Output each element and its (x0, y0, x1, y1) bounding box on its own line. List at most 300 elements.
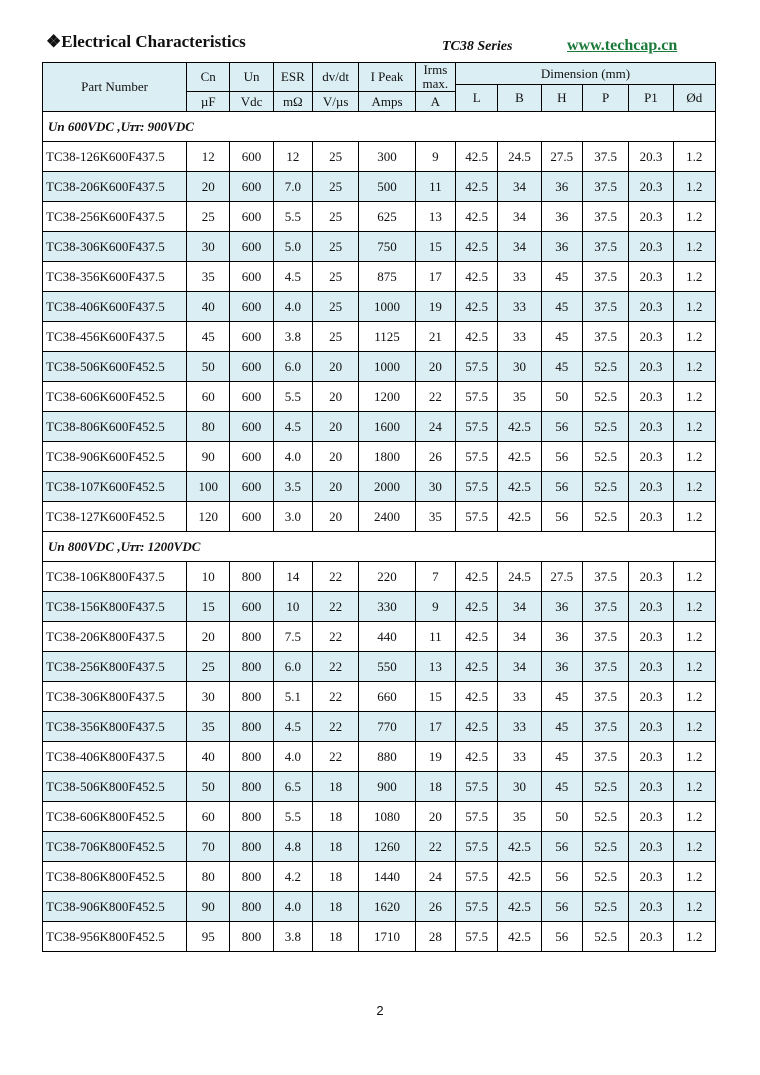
table-cell: 42.5 (456, 652, 498, 682)
table-row (43, 742, 716, 772)
table-cell: 20.3 (629, 442, 673, 472)
table-cell: 100 (187, 472, 230, 502)
table-cell: 42.5 (498, 412, 541, 442)
table-row (43, 832, 716, 862)
table-cell: 19 (415, 292, 455, 322)
table-cell: 600 (230, 592, 273, 622)
table-cell: 3.5 (273, 472, 312, 502)
part-number-cell: TC38-156K800F437.5 (43, 592, 187, 622)
table-cell: 1710 (359, 922, 415, 952)
header-esr: ESR (273, 63, 312, 92)
table-cell: 600 (230, 472, 273, 502)
table-cell: 1.2 (673, 712, 715, 742)
part-number-cell: TC38-706K800F452.5 (43, 832, 187, 862)
unit-un: Vdc (230, 92, 273, 112)
table-cell: 18 (312, 802, 358, 832)
table-cell: 600 (230, 232, 273, 262)
table-cell: 30 (187, 682, 230, 712)
header-dimension: Dimension (mm) (456, 63, 716, 85)
table-cell: 10 (187, 562, 230, 592)
table-cell: 20.3 (629, 472, 673, 502)
table-cell: 1.2 (673, 172, 715, 202)
table-cell: 37.5 (582, 592, 628, 622)
header-p1: P1 (629, 85, 673, 112)
part-number-cell: TC38-106K800F437.5 (43, 562, 187, 592)
table-cell: 800 (230, 682, 273, 712)
table-cell: 1.2 (673, 892, 715, 922)
table-cell: 60 (187, 382, 230, 412)
table-cell: 7.0 (273, 172, 312, 202)
table-cell: 37.5 (582, 742, 628, 772)
table-cell: 1.2 (673, 292, 715, 322)
table-cell: 45 (541, 742, 582, 772)
table-cell: 7 (415, 562, 455, 592)
table-cell: 4.0 (273, 292, 312, 322)
table-cell: 57.5 (456, 442, 498, 472)
table-cell: 4.5 (273, 262, 312, 292)
table-cell: 5.5 (273, 802, 312, 832)
table-cell: 500 (359, 172, 415, 202)
table-cell: 45 (541, 262, 582, 292)
part-number-cell: TC38-506K800F452.5 (43, 772, 187, 802)
table-cell: 1.2 (673, 802, 715, 832)
table-cell: 42.5 (498, 862, 541, 892)
table-cell: 42.5 (456, 622, 498, 652)
table-cell: 600 (230, 202, 273, 232)
table-cell: 52.5 (582, 922, 628, 952)
unit-irms: A (415, 92, 455, 112)
table-cell: 56 (541, 502, 582, 532)
header-irms: Irms max. (415, 63, 455, 92)
table-cell: 1.2 (673, 922, 715, 952)
table-cell: 20.3 (629, 652, 673, 682)
table-cell: 120 (187, 502, 230, 532)
table-cell: 12 (187, 142, 230, 172)
table-cell: 52.5 (582, 442, 628, 472)
table-cell: 3.0 (273, 502, 312, 532)
table-cell: 52.5 (582, 862, 628, 892)
header-od: Ød (673, 85, 715, 112)
table-cell: 1.2 (673, 682, 715, 712)
table-cell: 1.2 (673, 232, 715, 262)
table-cell: 34 (498, 652, 541, 682)
table-cell: 1.2 (673, 322, 715, 352)
table-row (43, 292, 716, 322)
table-cell: 37.5 (582, 622, 628, 652)
table-row (43, 562, 716, 592)
table-cell: 1.2 (673, 832, 715, 862)
table-cell: 600 (230, 262, 273, 292)
table-cell: 20.3 (629, 832, 673, 862)
table-body (43, 63, 716, 952)
table-cell: 875 (359, 262, 415, 292)
table-cell: 42.5 (456, 322, 498, 352)
table-cell: 20.3 (629, 922, 673, 952)
table-row (43, 202, 716, 232)
section-header-row (43, 112, 716, 142)
table-row (43, 262, 716, 292)
table-cell: 30 (498, 352, 541, 382)
table-cell: 330 (359, 592, 415, 622)
table-cell: 45 (541, 712, 582, 742)
table-cell: 1620 (359, 892, 415, 922)
table-cell: 24.5 (498, 562, 541, 592)
table-cell: 45 (541, 322, 582, 352)
table-cell: 37.5 (582, 712, 628, 742)
table-cell: 5.1 (273, 682, 312, 712)
table-cell: 800 (230, 622, 273, 652)
table-cell: 60 (187, 802, 230, 832)
table-cell: 11 (415, 622, 455, 652)
table-cell: 57.5 (456, 472, 498, 502)
table-cell: 26 (415, 892, 455, 922)
table-cell: 57.5 (456, 412, 498, 442)
part-number-cell: TC38-606K800F452.5 (43, 802, 187, 832)
table-cell: 57.5 (456, 922, 498, 952)
table-cell: 52.5 (582, 412, 628, 442)
table-cell: 20.3 (629, 892, 673, 922)
table-cell: 24.5 (498, 142, 541, 172)
table-cell: 625 (359, 202, 415, 232)
table-cell: 36 (541, 652, 582, 682)
table-cell: 4.5 (273, 712, 312, 742)
table-cell: 7.5 (273, 622, 312, 652)
table-cell: 750 (359, 232, 415, 262)
part-number-cell: TC38-606K600F452.5 (43, 382, 187, 412)
table-row (43, 322, 716, 352)
table-cell: 42.5 (456, 682, 498, 712)
table-cell: 20.3 (629, 142, 673, 172)
table-cell: 42.5 (456, 262, 498, 292)
unit-cn: µF (187, 92, 230, 112)
website-link[interactable]: www.techcap.cn (567, 37, 678, 54)
page-number: 2 (376, 1003, 384, 1018)
table-cell: 800 (230, 742, 273, 772)
table-cell: 42.5 (456, 592, 498, 622)
table-cell: 56 (541, 442, 582, 472)
table-cell: 57.5 (456, 862, 498, 892)
table-cell: 18 (312, 862, 358, 892)
table-cell: 25 (312, 202, 358, 232)
table-cell: 600 (230, 382, 273, 412)
table-cell: 25 (312, 322, 358, 352)
table-cell: 2000 (359, 472, 415, 502)
table-cell: 42.5 (456, 292, 498, 322)
table-cell: 25 (312, 292, 358, 322)
table-row (43, 712, 716, 742)
table-cell: 24 (415, 412, 455, 442)
table-cell: 33 (498, 262, 541, 292)
table-cell: 52.5 (582, 802, 628, 832)
header-un: Un (230, 63, 273, 92)
table-cell: 1200 (359, 382, 415, 412)
table-cell: 660 (359, 682, 415, 712)
table-row (43, 472, 716, 502)
table-cell: 36 (541, 622, 582, 652)
table-cell: 35 (187, 712, 230, 742)
header-ipeak: I Peak (359, 63, 415, 92)
table-cell: 45 (541, 772, 582, 802)
table-cell: 34 (498, 622, 541, 652)
page-title: ❖Electrical Characteristics (46, 32, 246, 51)
table-cell: 600 (230, 502, 273, 532)
table-cell: 45 (541, 352, 582, 382)
table-cell: 52.5 (582, 892, 628, 922)
table-row (43, 682, 716, 712)
table-cell: 42.5 (456, 172, 498, 202)
table-cell: 22 (312, 742, 358, 772)
header-b: B (498, 85, 541, 112)
table-row (43, 622, 716, 652)
table-cell: 20.3 (629, 772, 673, 802)
table-cell: 3.8 (273, 322, 312, 352)
table-cell: 42.5 (498, 502, 541, 532)
table-cell: 56 (541, 472, 582, 502)
table-cell: 42.5 (498, 892, 541, 922)
table-cell: 42.5 (498, 922, 541, 952)
table-cell: 5.5 (273, 382, 312, 412)
table-cell: 20.3 (629, 682, 673, 712)
table-cell: 1600 (359, 412, 415, 442)
table-cell: 22 (312, 712, 358, 742)
table-cell: 37.5 (582, 652, 628, 682)
table-cell: 35 (187, 262, 230, 292)
table-cell: 37.5 (582, 142, 628, 172)
table-cell: 57.5 (456, 382, 498, 412)
table-cell: 52.5 (582, 832, 628, 862)
table-cell: 20.3 (629, 742, 673, 772)
section-title: Un 600VDC ,Uᴛᴛ: 900VDC (43, 112, 716, 142)
table-cell: 15 (187, 592, 230, 622)
table-cell: 1.2 (673, 202, 715, 232)
table-cell: 27.5 (541, 142, 582, 172)
table-cell: 40 (187, 742, 230, 772)
header-cn: Cn (187, 63, 230, 92)
table-cell: 20.3 (629, 202, 673, 232)
table-cell: 42.5 (456, 202, 498, 232)
part-number-cell: TC38-107K600F452.5 (43, 472, 187, 502)
table-cell: 20.3 (629, 232, 673, 262)
table-row (43, 232, 716, 262)
table-cell: 33 (498, 712, 541, 742)
table-cell: 22 (312, 622, 358, 652)
table-cell: 25 (312, 262, 358, 292)
table-cell: 33 (498, 322, 541, 352)
table-cell: 37.5 (582, 292, 628, 322)
table-cell: 900 (359, 772, 415, 802)
table-cell: 1.2 (673, 142, 715, 172)
table-cell: 5.5 (273, 202, 312, 232)
table-cell: 9 (415, 142, 455, 172)
section-title: Un 800VDC ,Uᴛᴛ: 1200VDC (43, 532, 716, 562)
table-cell: 1.2 (673, 262, 715, 292)
table-cell: 42.5 (498, 442, 541, 472)
table-cell: 34 (498, 592, 541, 622)
part-number-cell: TC38-406K600F437.5 (43, 292, 187, 322)
table-cell: 45 (541, 682, 582, 712)
table-cell: 34 (498, 232, 541, 262)
header-h: H (541, 85, 582, 112)
table-cell: 6.5 (273, 772, 312, 802)
table-cell: 57.5 (456, 772, 498, 802)
table-cell: 1.2 (673, 622, 715, 652)
table-cell: 33 (498, 742, 541, 772)
table-cell: 18 (312, 892, 358, 922)
table-row (43, 892, 716, 922)
part-number-cell: TC38-256K600F437.5 (43, 202, 187, 232)
table-cell: 40 (187, 292, 230, 322)
table-cell: 42.5 (456, 562, 498, 592)
table-cell: 20.3 (629, 382, 673, 412)
table-cell: 57.5 (456, 892, 498, 922)
table-cell: 1.2 (673, 442, 715, 472)
part-number-cell: TC38-506K600F452.5 (43, 352, 187, 382)
part-number-cell: TC38-806K800F452.5 (43, 862, 187, 892)
table-row (43, 802, 716, 832)
table-cell: 18 (312, 772, 358, 802)
part-number-cell: TC38-127K600F452.5 (43, 502, 187, 532)
table-cell: 1.2 (673, 562, 715, 592)
table-cell: 20 (312, 352, 358, 382)
table-cell: 15 (415, 682, 455, 712)
table-cell: 800 (230, 892, 273, 922)
table-cell: 6.0 (273, 652, 312, 682)
table-cell: 600 (230, 142, 273, 172)
table-cell: 1.2 (673, 652, 715, 682)
table-cell: 22 (312, 562, 358, 592)
table-cell: 37.5 (582, 232, 628, 262)
table-cell: 20.3 (629, 862, 673, 892)
part-number-cell: TC38-956K800F452.5 (43, 922, 187, 952)
table-cell: 30 (498, 772, 541, 802)
table-cell: 35 (498, 802, 541, 832)
table-cell: 1.2 (673, 472, 715, 502)
table-cell: 34 (498, 202, 541, 232)
table-cell: 1.2 (673, 382, 715, 412)
table-cell: 1.2 (673, 502, 715, 532)
table-cell: 22 (312, 592, 358, 622)
table-cell: 18 (415, 772, 455, 802)
table-cell: 1000 (359, 292, 415, 322)
table-cell: 25 (312, 142, 358, 172)
table-cell: 45 (541, 292, 582, 322)
table-cell: 800 (230, 772, 273, 802)
unit-esr: mΩ (273, 92, 312, 112)
table-cell: 1.2 (673, 742, 715, 772)
table-cell: 800 (230, 862, 273, 892)
table-cell: 57.5 (456, 502, 498, 532)
part-number-cell: TC38-406K800F437.5 (43, 742, 187, 772)
table-cell: 1.2 (673, 772, 715, 802)
part-number-cell: TC38-206K800F437.5 (43, 622, 187, 652)
table-cell: 17 (415, 262, 455, 292)
table-cell: 800 (230, 922, 273, 952)
table-cell: 37.5 (582, 682, 628, 712)
table-cell: 25 (312, 232, 358, 262)
table-cell: 20.3 (629, 592, 673, 622)
table-cell: 550 (359, 652, 415, 682)
table-cell: 20.3 (629, 802, 673, 832)
table-cell: 37.5 (582, 322, 628, 352)
table-cell: 20 (415, 802, 455, 832)
table-cell: 1.2 (673, 412, 715, 442)
table-cell: 70 (187, 832, 230, 862)
table-cell: 30 (415, 472, 455, 502)
part-number-cell: TC38-806K600F452.5 (43, 412, 187, 442)
table-cell: 1000 (359, 352, 415, 382)
table-cell: 22 (415, 832, 455, 862)
table-cell: 80 (187, 412, 230, 442)
table-cell: 600 (230, 412, 273, 442)
table-cell: 57.5 (456, 352, 498, 382)
table-cell: 42.5 (456, 232, 498, 262)
table-cell: 880 (359, 742, 415, 772)
table-cell: 50 (541, 802, 582, 832)
table-cell: 600 (230, 292, 273, 322)
header-dvdt: dv/dt (312, 63, 358, 92)
table-cell: 12 (273, 142, 312, 172)
table-row (43, 592, 716, 622)
table-cell: 37.5 (582, 172, 628, 202)
table-row (43, 862, 716, 892)
table-cell: 25 (187, 202, 230, 232)
table-cell: 15 (415, 232, 455, 262)
table-cell: 17 (415, 712, 455, 742)
part-number-cell: TC38-456K600F437.5 (43, 322, 187, 352)
table-cell: 6.0 (273, 352, 312, 382)
table-cell: 20.3 (629, 502, 673, 532)
series-label: TC38 Series (442, 39, 513, 54)
table-cell: 42.5 (456, 742, 498, 772)
table-cell: 27.5 (541, 562, 582, 592)
table-cell: 18 (312, 832, 358, 862)
table-cell: 1.2 (673, 352, 715, 382)
table-cell: 770 (359, 712, 415, 742)
table-cell: 20 (312, 472, 358, 502)
table-cell: 20.3 (629, 352, 673, 382)
table-row (43, 922, 716, 952)
table-cell: 1125 (359, 322, 415, 352)
table-cell: 20.3 (629, 622, 673, 652)
table-cell: 56 (541, 412, 582, 442)
table-cell: 800 (230, 802, 273, 832)
table-row (43, 142, 716, 172)
part-number-cell: TC38-906K600F452.5 (43, 442, 187, 472)
table-cell: 20.3 (629, 292, 673, 322)
table-cell: 37.5 (582, 262, 628, 292)
table-cell: 220 (359, 562, 415, 592)
table-cell: 20.3 (629, 712, 673, 742)
table-cell: 1080 (359, 802, 415, 832)
table-cell: 52.5 (582, 772, 628, 802)
table-cell: 33 (498, 292, 541, 322)
table-row (43, 382, 716, 412)
table-cell: 300 (359, 142, 415, 172)
table-cell: 26 (415, 442, 455, 472)
table-cell: 20 (187, 172, 230, 202)
table-cell: 56 (541, 892, 582, 922)
table-cell: 50 (187, 352, 230, 382)
electrical-characteristics-table (42, 62, 716, 952)
table-cell: 800 (230, 712, 273, 742)
table-cell: 4.5 (273, 412, 312, 442)
part-number-cell: TC38-306K800F437.5 (43, 682, 187, 712)
table-cell: 800 (230, 562, 273, 592)
table-cell: 90 (187, 442, 230, 472)
part-number-cell: TC38-206K600F437.5 (43, 172, 187, 202)
table-cell: 9 (415, 592, 455, 622)
table-cell: 80 (187, 862, 230, 892)
